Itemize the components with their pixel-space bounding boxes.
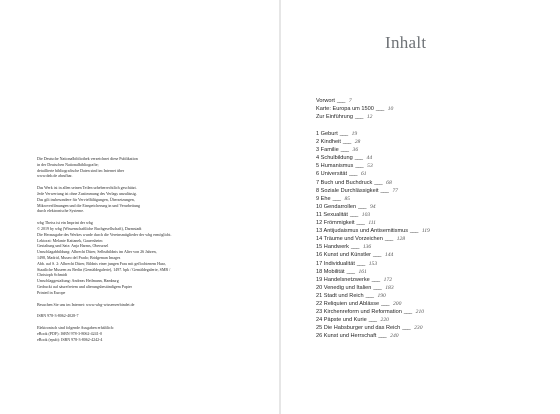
imprint-line: © 2019 by wbg (Wissenschaftliche Buchgesellschaft), Darmstadt xyxy=(37,225,142,231)
toc-entry-separator: ___ xyxy=(371,276,380,283)
toc-entry-page-number: 103 xyxy=(361,211,371,218)
toc-entry-label: 12 Frömmigkeit xyxy=(316,220,355,227)
toc-entry-page-number: 94 xyxy=(369,203,376,210)
toc-entry[interactable] xyxy=(316,170,546,178)
toc-entry-separator: ___ xyxy=(373,252,381,259)
imprint-block xyxy=(37,313,267,319)
toc-entry[interactable] xyxy=(316,276,546,284)
toc-entry[interactable] xyxy=(316,105,546,113)
toc-entry-label: 21 Stadt und Reich xyxy=(316,292,364,299)
imprint-block xyxy=(37,156,267,179)
toc-entry-page-number: 190 xyxy=(377,292,386,299)
toc-entry-separator: ___ xyxy=(381,300,389,307)
left-page-imprint xyxy=(0,0,279,414)
toc-entry[interactable] xyxy=(316,154,546,162)
toc-entry-label: 10 Gendarrollen xyxy=(316,203,357,210)
imprint-line: Gestaltung und Satz: Anja Harms, Oberursel xyxy=(37,243,109,249)
imprint-line: eBook (PDF): ISBN 978-3-8062-4241-0 xyxy=(37,330,102,336)
toc-entry-separator: ___ xyxy=(342,139,351,146)
toc-entry-page-number: 230 xyxy=(414,325,423,332)
toc-entry-page-number: 136 xyxy=(362,244,372,251)
toc-entry-label: 18 Mobilität xyxy=(316,268,345,275)
toc-entry-page-number: 111 xyxy=(368,220,376,227)
imprint-line: wbg Theiss ist ein Imprint der wbg xyxy=(37,220,93,226)
toc-entry[interactable] xyxy=(316,162,546,170)
toc-entry-separator: ___ xyxy=(375,106,384,113)
toc-entry-separator: ___ xyxy=(373,284,382,291)
toc-entry-page-number: 19 xyxy=(351,131,358,137)
toc-entry-page-number: 36 xyxy=(352,147,359,154)
imprint-line: eBook (epub): ISBN 978-3-8062-4242-4 xyxy=(37,336,103,342)
imprint-line: 1498, Madrid, Museo del Prado; Bridgeman Images xyxy=(37,254,121,260)
imprint-line: Christoph Schmidt xyxy=(37,272,68,278)
front-matter-list xyxy=(316,97,546,121)
toc-entry-label: Karte: Europa um 1500 xyxy=(316,106,374,113)
imprint-text xyxy=(37,156,267,349)
toc-entry[interactable] xyxy=(316,227,546,235)
toc-entry-separator: ___ xyxy=(355,114,363,121)
toc-entry-page-number: 12 xyxy=(366,114,373,121)
imprint-line: www.dnb.de abrufbar. xyxy=(37,173,73,179)
toc-entry-label: 15 Handwerk xyxy=(316,244,349,251)
imprint-line: Das Werk ist in allen seinen Teilen urheberrechtlich geschützt. xyxy=(37,185,137,191)
contents-title: Inhalt xyxy=(385,33,427,52)
imprint-line: Das gilt insbesondere für Vervielfältigungen, Übersetzungen, xyxy=(37,196,135,202)
toc-entry-page-number: 153 xyxy=(368,260,378,267)
toc-entry-page-number: 53 xyxy=(367,163,373,170)
imprint-line: Die Deutsche Nationalbibliothek verzeichnet diese Publikation xyxy=(37,156,138,161)
imprint-block xyxy=(37,185,267,214)
imprint-line: Abb. auf S. 2: Albrecht Dürer, Bildnis einer jungen Frau mit geflochtenem Haar, xyxy=(37,260,166,266)
toc-entry-label: 7 Buch und Buchdruck xyxy=(316,179,373,186)
toc-entry[interactable] xyxy=(316,292,546,300)
toc-entry-page-number: 85 xyxy=(344,195,351,202)
toc-entry[interactable] xyxy=(316,268,546,276)
toc-entry-page-number: 172 xyxy=(383,276,393,283)
toc-entry-separator: ___ xyxy=(402,325,411,332)
imprint-block xyxy=(37,302,267,308)
imprint-line: Lektorat: Melanie Kattanek, Gauersheim xyxy=(37,237,103,243)
toc-entry-page-number: 44 xyxy=(366,155,373,162)
toc-entry[interactable] xyxy=(316,113,546,121)
toc-entry-separator: ___ xyxy=(332,195,341,202)
toc-entry-separator: ___ xyxy=(384,236,393,243)
imprint-line: Die Herausgabe des Werkes wurde durch die Vereinsmitglieder der wbg ermöglicht. xyxy=(37,231,172,237)
toc-entry-separator: ___ xyxy=(355,163,364,170)
toc-entry-label: 11 Sexualität xyxy=(316,211,348,218)
toc-entry-label: 26 Kunst und Herrschaft xyxy=(316,333,377,340)
toc-entry-separator: ___ xyxy=(403,309,412,316)
toc-entry-label: 23 Kirchenreform und Reformation xyxy=(316,309,402,316)
toc-entry-label: 13 Antijudaismus und Antisemitismus xyxy=(316,228,409,235)
toc-entry-label: 19 Handelsnetzwerke xyxy=(316,276,370,283)
toc-entry-label: 4 Schulbildung xyxy=(316,155,353,162)
chapter-list xyxy=(316,130,546,340)
imprint-line: durch elektronische Systeme. xyxy=(37,208,84,214)
toc-entry-label: 1 Geburt xyxy=(316,131,338,137)
imprint-line: Umschlaggestaltung: Andreas Heilmann, Hamburg xyxy=(37,278,119,284)
toc-entry-label: 25 Die Habsburger und das Reich xyxy=(316,325,401,332)
toc-entry[interactable] xyxy=(316,130,546,138)
toc-entry-label: 14 Träume und Vorzeichen xyxy=(316,236,383,243)
toc-entry-label: Vorwort xyxy=(316,98,335,104)
toc-entry-separator: ___ xyxy=(380,187,389,194)
toc-entry[interactable] xyxy=(316,284,546,292)
toc-entry-separator: ___ xyxy=(349,171,357,178)
imprint-line: Printed in Europe xyxy=(37,289,66,295)
toc-entry[interactable] xyxy=(316,235,546,243)
toc-entry[interactable] xyxy=(316,251,546,259)
toc-entry[interactable] xyxy=(316,179,546,187)
toc-entry-separator: ___ xyxy=(368,317,377,324)
toc-entry-page-number: 161 xyxy=(358,268,367,275)
toc-entry-separator: ___ xyxy=(346,268,355,275)
toc-entry-page-number: 7 xyxy=(348,98,352,104)
toc-entry-label: 6 Universität xyxy=(316,171,348,178)
toc-entry-separator: ___ xyxy=(336,98,345,104)
toc-entry-label: 9 Ehe xyxy=(316,195,331,202)
toc-entry-page-number: 28 xyxy=(354,139,361,146)
toc-entry-label: Zur Einführung xyxy=(316,114,354,121)
toc-entry-separator: ___ xyxy=(374,179,383,186)
toc-entry-page-number: 77 xyxy=(392,187,398,194)
toc-entry-page-number: 61 xyxy=(360,171,367,178)
imprint-line: detaillierte bibliografische Daten sind im Internet über xyxy=(37,167,125,173)
toc-entry[interactable] xyxy=(316,203,546,211)
toc-entry-label: 22 Reliquien und Ablässe xyxy=(316,300,380,307)
toc-entry-separator: ___ xyxy=(354,155,363,162)
toc-entry-separator: ___ xyxy=(349,211,358,218)
toc-entry-page-number: 144 xyxy=(384,252,394,259)
toc-entry-page-number: 240 xyxy=(390,333,399,340)
toc-entry-separator: ___ xyxy=(356,220,365,227)
toc-entry[interactable] xyxy=(316,324,546,332)
imprint-line: ISBN 978-3-8062-4028-7 xyxy=(37,313,79,319)
toc-entry-separator: ___ xyxy=(356,260,365,267)
imprint-line: Staatliche Museen zu Berlin (Gemäldegalerie), 1497. bpk / Gemäldegalerie, SMB / xyxy=(37,266,171,272)
toc-entry-page-number: 210 xyxy=(415,309,425,316)
toc-entry-label: 17 Individualität xyxy=(316,260,355,267)
toc-entry[interactable] xyxy=(316,332,546,340)
toc-entry-page-number: 119 xyxy=(421,228,430,235)
toc-entry[interactable] xyxy=(316,97,546,105)
toc-entry-label: 24 Päpste und Kurie xyxy=(316,317,367,324)
imprint-line: Besuchen Sie uns im Internet: www.wbg-wissenverbindet.de xyxy=(37,301,135,307)
toc-entry-page-number: 128 xyxy=(396,236,406,243)
toc-entry-label: 2 Kindheit xyxy=(316,139,341,146)
toc-entry-page-number: 10 xyxy=(387,106,394,113)
toc-entry[interactable] xyxy=(316,195,546,203)
toc-entry[interactable] xyxy=(316,260,546,268)
toc-entry-separator: ___ xyxy=(365,292,374,299)
imprint-line: in der Deutschen Nationalbibliografie; xyxy=(37,161,99,167)
imprint-line: Mikroverfilmungen und die Einspeicherung in und Verarbeitung xyxy=(37,202,141,208)
toc-entry-separator: ___ xyxy=(339,131,348,137)
toc-entry[interactable] xyxy=(316,300,546,308)
toc-entry-page-number: 183 xyxy=(385,284,394,291)
imprint-line: Gedruckt auf säurefreiem und alterungsbeständigem Papier xyxy=(37,283,132,289)
toc-entry[interactable] xyxy=(316,138,546,146)
toc-entry[interactable] xyxy=(316,211,546,219)
imprint-block xyxy=(37,325,267,342)
toc-entry-label: 16 Kunst und Künstler xyxy=(316,252,372,259)
toc-entry-label: 20 Venedig und Italien xyxy=(316,284,372,291)
toc-entry-label: 5 Humanismus xyxy=(316,163,354,170)
toc-entry[interactable] xyxy=(316,316,546,324)
imprint-block xyxy=(37,220,267,295)
toc-entry-separator: ___ xyxy=(410,228,418,235)
toc-entry[interactable] xyxy=(316,187,546,195)
toc-entry-separator: ___ xyxy=(378,333,387,340)
toc-entry-separator: ___ xyxy=(358,203,366,210)
toc-entry-page-number: 200 xyxy=(392,300,402,307)
toc-entry[interactable] xyxy=(316,308,546,316)
toc-entry-separator: ___ xyxy=(340,147,349,154)
toc-entry-separator: ___ xyxy=(350,244,359,251)
toc-entry-page-number: 220 xyxy=(380,317,389,324)
imprint-line: Jede Verwertung ist ohne Zustimmung des Verlags unzulässig. xyxy=(37,190,137,196)
toc-entry-page-number: 68 xyxy=(386,179,392,186)
imprint-line: Umschlagabbildung: Albrecht Dürer, Selbstbildnis im Alter von 26 Jahren, xyxy=(37,249,157,255)
imprint-line: Elektronisch sind folgende Ausgaben erhältlich: xyxy=(37,325,114,331)
toc-entry[interactable] xyxy=(316,146,546,154)
toc-entry-label: 3 Familie xyxy=(316,147,339,154)
toc-entry[interactable] xyxy=(316,219,546,227)
toc-entry[interactable] xyxy=(316,243,546,251)
toc-entry-label: 8 Soziale Durchlässigkeit xyxy=(316,187,379,194)
